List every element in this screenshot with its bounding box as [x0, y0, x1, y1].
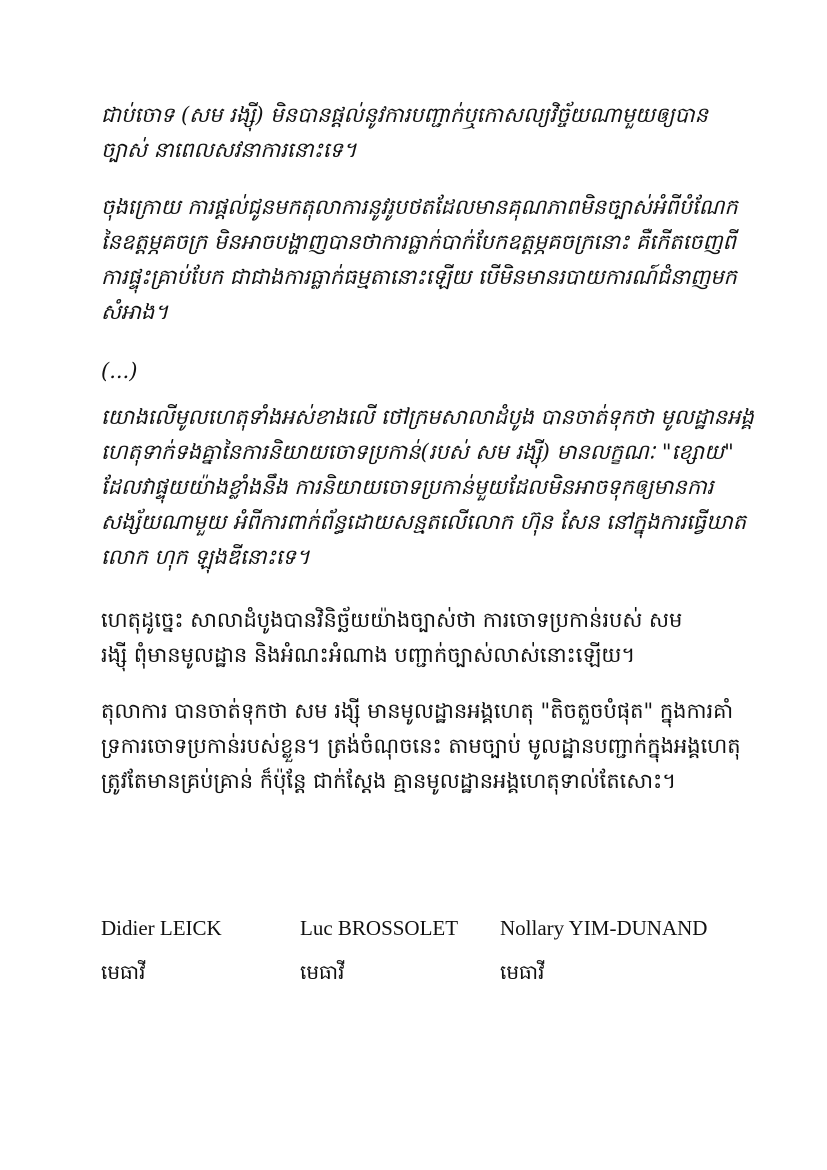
text-line: ច្បាស់ នាពេលសវនាការនោះទេ។: [101, 138, 357, 162]
text-line: ទ្រការចោទប្រកាន់របស់ខ្លួន។ ត្រង់ចំណុចនេះ តាមច្បាប់ មូលដ្ឋានបញ្ជាក់ក្នុងអង្គហេតុ: [101, 734, 741, 758]
signature-block: [500, 912, 707, 988]
signatory-title: មេធាវី: [500, 960, 545, 984]
paragraph-conclusion-2: [101, 694, 741, 799]
text-line: រង្ស៊ី ពុំមានមូលដ្ឋាន និងអំណះអំណាង បញ្ជាក់ច្បាស់លាស់នោះឡើយ។: [101, 643, 636, 667]
signature-block: [300, 912, 458, 988]
text-line: (...): [101, 359, 138, 383]
text-line: តុលាការ បានចាត់ទុកថា សម រង្ស៊ី មានមូលដ្ឋានអង្គហេតុ "តិចតួចបំផុត" ក្នុងការគាំ: [101, 699, 734, 723]
text-line: ជាប់ចោទ (សម រង្ស៊ី) មិនបានផ្ដល់នូវការបញ្ជាក់ឬកោសល្យវិច្ច័យណាមួយឲ្យបាន: [101, 103, 708, 127]
text-line: សង្ស័យណាមួយ អំពីការពាក់ព័ន្ធដោយសន្មតលើលោក ហ៊ុន សែន នៅក្នុងការធ្វើឃាត: [101, 510, 747, 534]
text-line: ត្រូវតែមានគ្រប់គ្រាន់ ក៏ប៉ុន្តែ ជាក់ស្តែង គ្មានមូលដ្ឋានអង្គហេតុទាល់តែសោះ។: [101, 769, 677, 793]
signature-block: [101, 912, 222, 988]
paragraph-quote-3: [101, 400, 754, 575]
paragraph-conclusion-1: [101, 603, 741, 673]
text-line: យោងលើមូលហេតុទាំងអស់ខាងលើ ថៅក្រមសាលាដំបូង បានចាត់ទុកថា មូលដ្ឋានអង្គ: [101, 405, 754, 429]
signatory-name: Didier LEICK: [101, 916, 222, 940]
paragraph-ellipsis: [101, 354, 741, 389]
text-line: លោក ហុក ឡុងឌី​នោះទេ។: [101, 545, 310, 569]
text-line: នៃឧត្តម្ភគចក្រ មិនអាចបង្ហាញបានថាការធ្លាក់បាក់បែកឧត្តម្ភគចក្រនោះ គឺកើតចេញពី: [101, 230, 736, 254]
text-line: ហេតុដូច្នេះ សាលាដំបូងបានវិនិច្ឆ័យយ៉ាងច្បាស់ថា ការចោទប្រកាន់របស់ សម: [101, 608, 683, 632]
signatory-name: Nollary YIM-DUNAND: [500, 916, 708, 940]
signatory-name: Luc BROSSOLET: [300, 916, 459, 940]
signatory-title: មេធាវី: [101, 960, 146, 984]
text-line: ហេតុទាក់ទងគ្នានៃការនិយាយចោទប្រកាន់(របស់ សម រង្ស៊ី) មានលក្ខណៈ "ខ្សោយ": [101, 440, 734, 464]
text-line: ដែលវាផ្ទុយយ៉ាងខ្លាំងនឹង ការនិយាយចោទប្រកាន់មួយដែលមិនអាចទុកឲ្យមានការ: [101, 475, 714, 499]
text-line: ការផ្ទុះគ្រាប់បែក ជាជាងការធ្លាក់ធម្មតានោះឡើយ បើមិនមានរបាយការណ៍ជំនាញមក: [101, 265, 737, 289]
paragraph-quote-1: [101, 98, 741, 168]
text-line: សំអាង។: [101, 300, 169, 324]
signatory-title: មេធាវី: [300, 960, 345, 984]
paragraph-quote-2: [101, 190, 741, 330]
text-line: ចុងក្រោយ ការផ្តល់ជូនមកតុលាការនូវរូបថតដែលមានគុណភាពមិនច្បាស់អំពីបំណែក: [101, 195, 738, 219]
